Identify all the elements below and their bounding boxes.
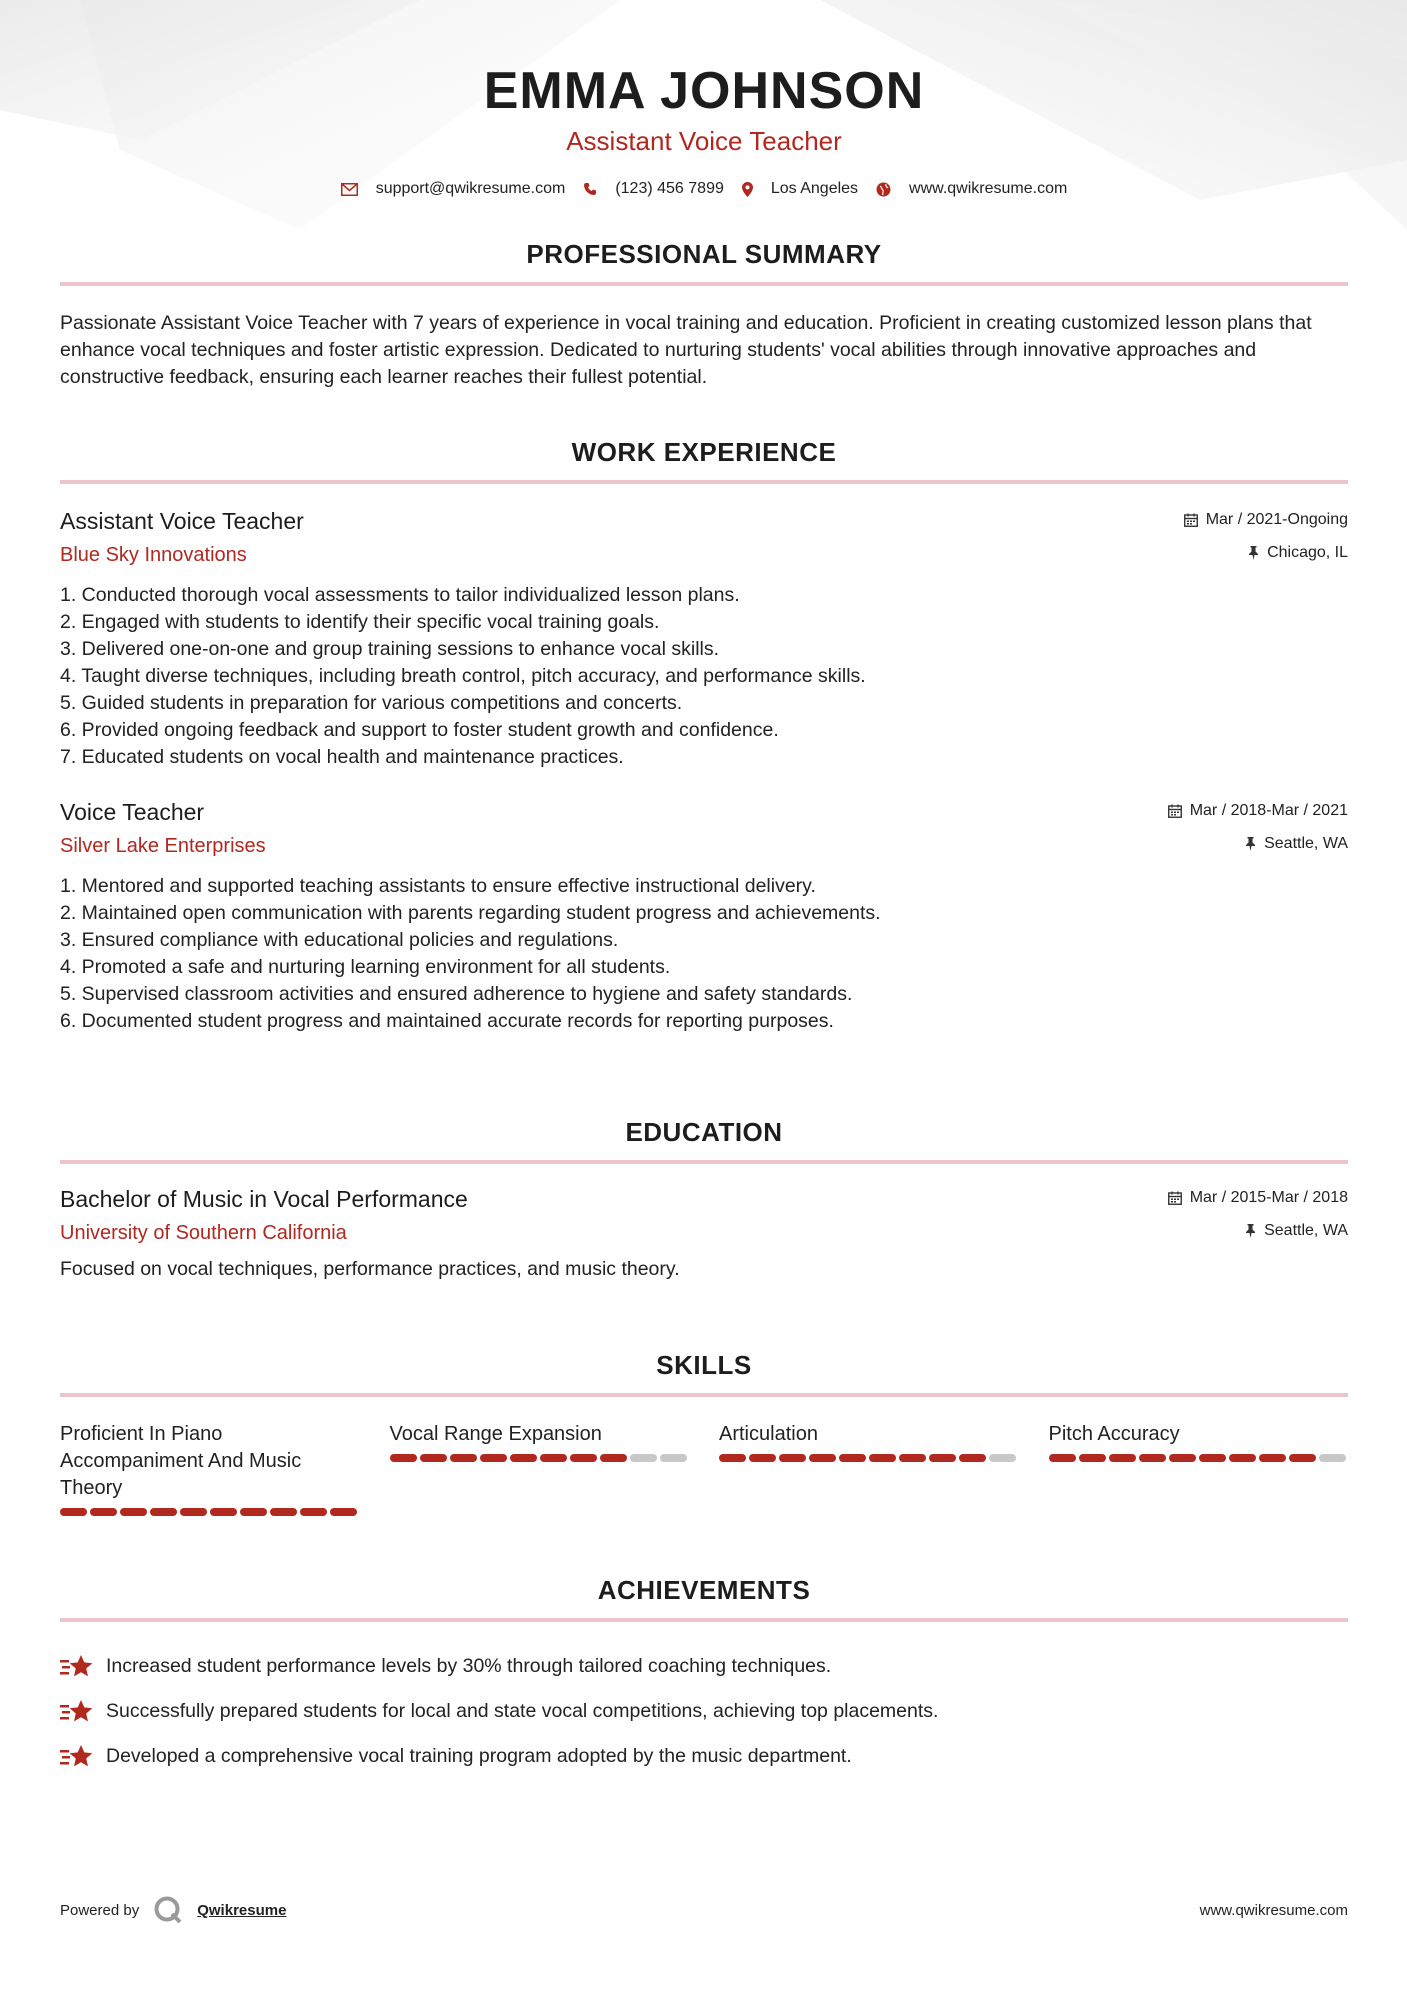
globe-icon bbox=[876, 182, 891, 197]
map-marker-icon bbox=[742, 182, 753, 197]
job-entry bbox=[60, 506, 1348, 771]
contact-email[interactable] bbox=[341, 180, 566, 198]
skill-segment-filled bbox=[180, 1508, 207, 1516]
skill-segment-filled bbox=[839, 1454, 866, 1462]
skill-segment-filled bbox=[959, 1454, 986, 1462]
job-location bbox=[1184, 541, 1348, 565]
list-item: 2. Maintained open communication with parents regarding student progress and achievements. bbox=[60, 902, 881, 924]
achievements-section bbox=[60, 1574, 1348, 1779]
skills-section bbox=[60, 1349, 1348, 1516]
page-footer bbox=[60, 1895, 1348, 1925]
achievement-text: Developed a comprehensive vocal training program adopted by the music department. bbox=[106, 1745, 852, 1767]
candidate-name: EMMA JOHNSON bbox=[483, 62, 925, 120]
skill-segment-filled bbox=[330, 1508, 357, 1516]
pin-icon bbox=[1245, 837, 1256, 851]
footer-website[interactable]: www.qwikresume.com bbox=[1199, 1901, 1348, 1919]
skill-segment-filled bbox=[1139, 1454, 1166, 1462]
footer-powered-by bbox=[60, 1895, 286, 1925]
contact-phone[interactable] bbox=[583, 180, 724, 198]
skill-item bbox=[1049, 1421, 1349, 1516]
job-location-text: Seattle, WA bbox=[1264, 835, 1348, 852]
list-item bbox=[60, 1734, 1348, 1779]
calendar-icon bbox=[1168, 1191, 1182, 1205]
skill-segment-filled bbox=[390, 1454, 417, 1462]
skill-item bbox=[390, 1421, 690, 1516]
skill-segment-filled bbox=[1229, 1454, 1256, 1462]
skills-list bbox=[60, 1421, 1348, 1516]
degree-title: Bachelor of Music in Vocal Performance bbox=[60, 1186, 468, 1212]
list-item bbox=[60, 1644, 1348, 1689]
skill-segment-empty bbox=[1319, 1454, 1346, 1462]
skill-segment-filled bbox=[1289, 1454, 1316, 1462]
summary-section bbox=[60, 238, 1348, 391]
qwikresume-link[interactable]: Qwikresume bbox=[197, 1901, 287, 1919]
envelope-icon bbox=[341, 183, 358, 196]
education-meta bbox=[1168, 1186, 1348, 1243]
skill-segment-filled bbox=[570, 1454, 597, 1462]
achievement-text: Increased student performance levels by 30% through tailored coaching techniques. bbox=[106, 1655, 832, 1677]
job-dates-text: Mar / 2018-Mar / 2021 bbox=[1189, 802, 1348, 819]
skill-bar bbox=[719, 1454, 1019, 1462]
list-item: 3. Delivered one-on-one and group training sessions to enhance vocal skills. bbox=[60, 638, 720, 660]
list-item: 5. Guided students in preparation for various competitions and concerts. bbox=[60, 692, 683, 714]
skill-segment-filled bbox=[90, 1508, 117, 1516]
powered-by-label: Powered by bbox=[60, 1901, 140, 1919]
skill-item bbox=[60, 1421, 360, 1516]
education-heading: EDUCATION bbox=[60, 1116, 1348, 1164]
contact-phone-text: (123) 456 7899 bbox=[615, 180, 724, 197]
skill-segment-filled bbox=[899, 1454, 926, 1462]
job-meta bbox=[1168, 799, 1348, 856]
achievements-list bbox=[60, 1644, 1348, 1779]
achievement-text: Successfully prepared students for local and state vocal competitions, achieving top placements. bbox=[106, 1700, 939, 1722]
star-award-icon bbox=[60, 1654, 94, 1680]
skill-segment-filled bbox=[270, 1508, 297, 1516]
skills-heading: SKILLS bbox=[60, 1349, 1348, 1397]
phone-icon bbox=[583, 182, 597, 196]
skill-segment-filled bbox=[869, 1454, 896, 1462]
skill-segment-filled bbox=[300, 1508, 327, 1516]
job-entry bbox=[60, 797, 1348, 1035]
skill-segment-filled bbox=[1169, 1454, 1196, 1462]
calendar-icon bbox=[1168, 804, 1182, 818]
summary-text: Passionate Assistant Voice Teacher with 7 years of experience in vocal training and education. Proficient in creating customized lesson plans that enhance vocal techniques and foster artistic expression. Dedicated to nurturing students' vocal abilities through innovative approaches and constructive feedback, ensuring each learner reaches their fullest potential. bbox=[60, 312, 1312, 388]
job-meta bbox=[1184, 508, 1348, 565]
job-title: Assistant Voice Teacher bbox=[60, 508, 304, 534]
skill-segment-filled bbox=[719, 1454, 746, 1462]
contact-website[interactable] bbox=[876, 180, 1067, 198]
skill-segment-filled bbox=[450, 1454, 477, 1462]
skill-segment-filled bbox=[749, 1454, 776, 1462]
list-item: 6. Provided ongoing feedback and support to foster student growth and confidence. bbox=[60, 719, 779, 741]
skill-segment-filled bbox=[420, 1454, 447, 1462]
skill-segment-empty bbox=[989, 1454, 1016, 1462]
list-item: 4. Promoted a safe and nurturing learning environment for all students. bbox=[60, 956, 671, 978]
education-section bbox=[60, 1116, 1348, 1283]
contact-location-text: Los Angeles bbox=[770, 180, 859, 197]
skill-name: Articulation bbox=[719, 1423, 818, 1445]
school-name: University of Southern California bbox=[60, 1222, 347, 1244]
education-location-text: Seattle, WA bbox=[1264, 1222, 1348, 1239]
skill-segment-empty bbox=[660, 1454, 687, 1462]
skill-bar bbox=[390, 1454, 690, 1462]
skill-segment-filled bbox=[150, 1508, 177, 1516]
job-dates bbox=[1184, 508, 1348, 532]
contact-website-text: www.qwikresume.com bbox=[909, 180, 1068, 197]
list-item: 4. Taught diverse techniques, including breath control, pitch accuracy, and performance skills. bbox=[60, 665, 866, 687]
skill-segment-filled bbox=[60, 1508, 87, 1516]
job-bullets bbox=[60, 873, 1348, 1035]
summary-heading: PROFESSIONAL SUMMARY bbox=[60, 238, 1348, 286]
job-location-text: Chicago, IL bbox=[1267, 544, 1348, 561]
achievements-heading: ACHIEVEMENTS bbox=[60, 1574, 1348, 1622]
contact-location bbox=[742, 180, 858, 198]
skill-segment-filled bbox=[120, 1508, 147, 1516]
qwikresume-logo-icon bbox=[153, 1895, 183, 1925]
skill-segment-filled bbox=[779, 1454, 806, 1462]
skill-segment-filled bbox=[600, 1454, 627, 1462]
contact-email-text: support@qwikresume.com bbox=[375, 180, 566, 197]
list-item: 1. Mentored and supported teaching assistants to ensure effective instructional delivery. bbox=[60, 875, 816, 897]
job-company: Blue Sky Innovations bbox=[60, 544, 247, 566]
skill-segment-filled bbox=[210, 1508, 237, 1516]
contact-bar bbox=[60, 180, 1348, 198]
skill-name: Proficient In Piano Accompaniment And Music Theory bbox=[60, 1423, 302, 1499]
skill-name: Pitch Accuracy bbox=[1048, 1423, 1180, 1445]
job-title: Voice Teacher bbox=[60, 799, 205, 825]
list-item: 5. Supervised classroom activities and ensured adherence to hygiene and safety standards. bbox=[60, 983, 853, 1005]
pin-icon bbox=[1248, 546, 1259, 560]
skill-segment-filled bbox=[809, 1454, 836, 1462]
skill-segment-filled bbox=[1049, 1454, 1076, 1462]
skill-segment-filled bbox=[540, 1454, 567, 1462]
skill-segment-filled bbox=[480, 1454, 507, 1462]
skill-segment-filled bbox=[1079, 1454, 1106, 1462]
experience-heading: WORK EXPERIENCE bbox=[60, 436, 1348, 484]
list-item: 2. Engaged with students to identify their specific vocal training goals. bbox=[60, 611, 660, 633]
job-location bbox=[1168, 832, 1348, 856]
job-dates-text: Mar / 2021-Ongoing bbox=[1205, 511, 1348, 528]
education-location bbox=[1168, 1219, 1348, 1243]
star-award-icon bbox=[60, 1699, 94, 1725]
skill-segment-filled bbox=[1199, 1454, 1226, 1462]
candidate-role: Assistant Voice Teacher bbox=[566, 126, 842, 156]
pin-icon bbox=[1245, 1224, 1256, 1238]
skill-bar bbox=[60, 1508, 360, 1516]
list-item: 1. Conducted thorough vocal assessments to tailor individualized lesson plans. bbox=[60, 584, 740, 606]
skill-segment-filled bbox=[510, 1454, 537, 1462]
skill-segment-empty bbox=[630, 1454, 657, 1462]
skill-segment-filled bbox=[929, 1454, 956, 1462]
list-item: 6. Documented student progress and maintained accurate records for reporting purposes. bbox=[60, 1010, 834, 1032]
resume-page bbox=[60, 0, 1348, 1919]
list-item: 7. Educated students on vocal health and maintenance practices. bbox=[60, 746, 624, 768]
skill-segment-filled bbox=[1259, 1454, 1286, 1462]
skill-name: Vocal Range Expansion bbox=[389, 1423, 602, 1445]
education-dates-text: Mar / 2015-Mar / 2018 bbox=[1189, 1189, 1348, 1206]
job-bullets bbox=[60, 582, 1348, 771]
calendar-icon bbox=[1184, 513, 1198, 527]
skill-bar bbox=[1049, 1454, 1349, 1462]
experience-section bbox=[60, 436, 1348, 1035]
skill-segment-filled bbox=[1109, 1454, 1136, 1462]
skill-item bbox=[719, 1421, 1019, 1516]
education-dates bbox=[1168, 1186, 1348, 1210]
education-description: Focused on vocal techniques, performance practices, and music theory. bbox=[60, 1258, 680, 1280]
skill-segment-filled bbox=[240, 1508, 267, 1516]
education-entry bbox=[60, 1184, 1348, 1283]
star-award-icon bbox=[60, 1744, 94, 1770]
list-item: 3. Ensured compliance with educational policies and regulations. bbox=[60, 929, 619, 951]
job-company: Silver Lake Enterprises bbox=[60, 835, 266, 857]
resume-header bbox=[60, 0, 1348, 198]
job-dates bbox=[1168, 799, 1348, 823]
list-item bbox=[60, 1689, 1348, 1734]
